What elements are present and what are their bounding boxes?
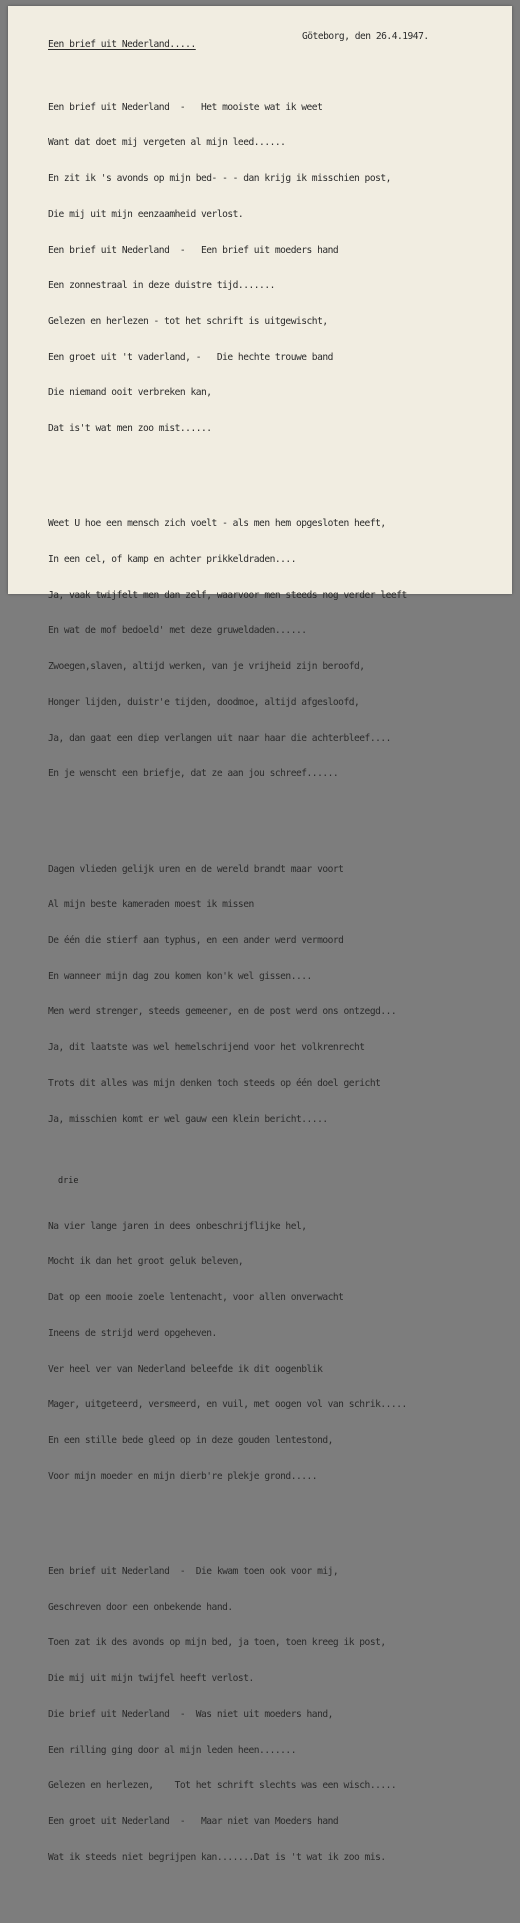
poem-line: De één die stierf aan typhus, en een ander werd vermoord [48, 935, 344, 947]
dateline: Göteborg, den 26.4.1947. [302, 31, 429, 42]
poem-line: Een rilling ging door al mijn leden heen....... [48, 1744, 296, 1756]
poem-line: Ja, vaak twijfelt men dan zelf, waarvoor men steeds nog verder leeft [48, 589, 407, 601]
stanza-3 [48, 840, 407, 1150]
poem-line: Ver heel ver van Nederland beleefde ik dit oogenblik [48, 1363, 323, 1375]
poem-line: Al mijn beste kameraden moest ik missen [48, 899, 254, 911]
poem-line: Toen zat ik des avonds op mijn bed, ja toen, toen kreeg ik post, [48, 1637, 386, 1649]
poem-line: Een brief uit Nederland - Een brief uit moeders hand [48, 244, 339, 256]
poem-line: Trots dit alles was mijn denken toch steeds op één doel gericht [48, 1077, 381, 1089]
poem-line: Ineens de strijd werd opgeheven. [48, 1327, 217, 1339]
poem-line: Geschreven door een onbekende hand. [48, 1601, 233, 1613]
poem-line: Die brief uit Nederland - Was niet uit moeders hand, [48, 1708, 333, 1720]
poem-line: Een zonnestraal in deze duistre tijd....... [48, 280, 275, 292]
poem-line: Een groet uit 't vaderland, - Die hechte trouwe band [48, 351, 333, 363]
poem-line: Ja, misschien komt er wel gauw een klein bericht..... [48, 1113, 328, 1125]
poem-line: En zit ik 's avonds op mijn bed- - - dan krijg ik misschien post, [48, 173, 391, 185]
letter-page [8, 6, 512, 1863]
poem-line: Wat ik steeds niet begrijpen kan.......Dat is 't wat ik zoo mis. [48, 1851, 386, 1863]
poem-line: Honger lijden, duistr'e tijden, doodmoe, altijd afgesloofd, [48, 696, 360, 708]
poem-line: Gelezen en herlezen - tot het schrift is uitgewischt, [48, 315, 328, 327]
poem-line: En je wenscht een briefje, dat ze aan jou schreef...... [48, 768, 339, 780]
poem-line: Gelezen en herlezen, Tot het schrift slechts was een wisch..... [48, 1780, 397, 1792]
poem-line: Weet U hoe een mensch zich voelt - als men hem opgesloten heeft, [48, 518, 386, 530]
page-title: Een brief uit Nederland..... [48, 39, 196, 50]
poem-line: Na vier lange jaren in dees onbeschrijflijke hel, [48, 1220, 307, 1232]
poem-line: Die niemand ooit verbreken kan, [48, 387, 212, 399]
poem-line: En wanneer mijn dag zou komen kon'k wel gissen.... [48, 970, 312, 982]
handwritten-correction: drie [58, 1176, 79, 1187]
poem-line: Ja, dan gaat een diep verlangen uit naar haar die achterbleef.... [48, 732, 391, 744]
poem-line: En een stille bede gleed op in deze gouden lentestond, [48, 1435, 333, 1447]
stanza-4 [48, 1176, 407, 1506]
poem-line: Die mij uit mijn eenzaamheid verlost. [48, 208, 244, 220]
poem-line: Mocht ik dan het groot geluk beleven, [48, 1256, 244, 1268]
poem-line: Een brief uit Nederland - Het mooiste wat ik weet [48, 101, 323, 113]
poem-line: Een groet uit Nederland - Maar niet van Moeders hand [48, 1816, 339, 1828]
poem-line: Dat is't wat men zoo mist...... [48, 423, 212, 435]
poem-line: Men werd strenger, steeds gemeener, en de post werd ons ontzegd... [48, 1006, 397, 1018]
poem-line: En wat de mof bedoeld' met deze gruweldaden...... [48, 625, 307, 637]
poem-line: Mager, uitgeteerd, versmeerd, en vuil, met oogen vol van schrik..... [48, 1399, 407, 1411]
stanza-5 [48, 1542, 407, 1887]
stanza-1 [48, 78, 407, 459]
poem-line: Een brief uit Nederland - Die kwam toen ook voor mij, [48, 1566, 339, 1578]
poem-line: In een cel, of kamp en achter prikkeldraden.... [48, 554, 296, 566]
poem-line: Dagen vlieden gelijk uren en de wereld brandt maar voort [48, 863, 344, 875]
stanza-2 [48, 495, 407, 805]
poem-line: Want dat doet mij vergeten al mijn leed...... [48, 137, 286, 149]
poem-line: Die mij uit mijn twijfel heeft verlost. [48, 1673, 254, 1685]
poem-line: Ja, dit laatste was wel hemelschrijend voor het volkrenrecht [48, 1042, 365, 1054]
poem-body [48, 54, 407, 1923]
poem-line: Zwoegen,slaven, altijd werken, van je vrijheid zijn beroofd, [48, 661, 365, 673]
poem-line: Dat op een mooie zoele lentenacht, voor allen onverwacht [48, 1292, 344, 1304]
poem-line: Voor mijn moeder en mijn dierb're plekje grond..... [48, 1470, 318, 1482]
